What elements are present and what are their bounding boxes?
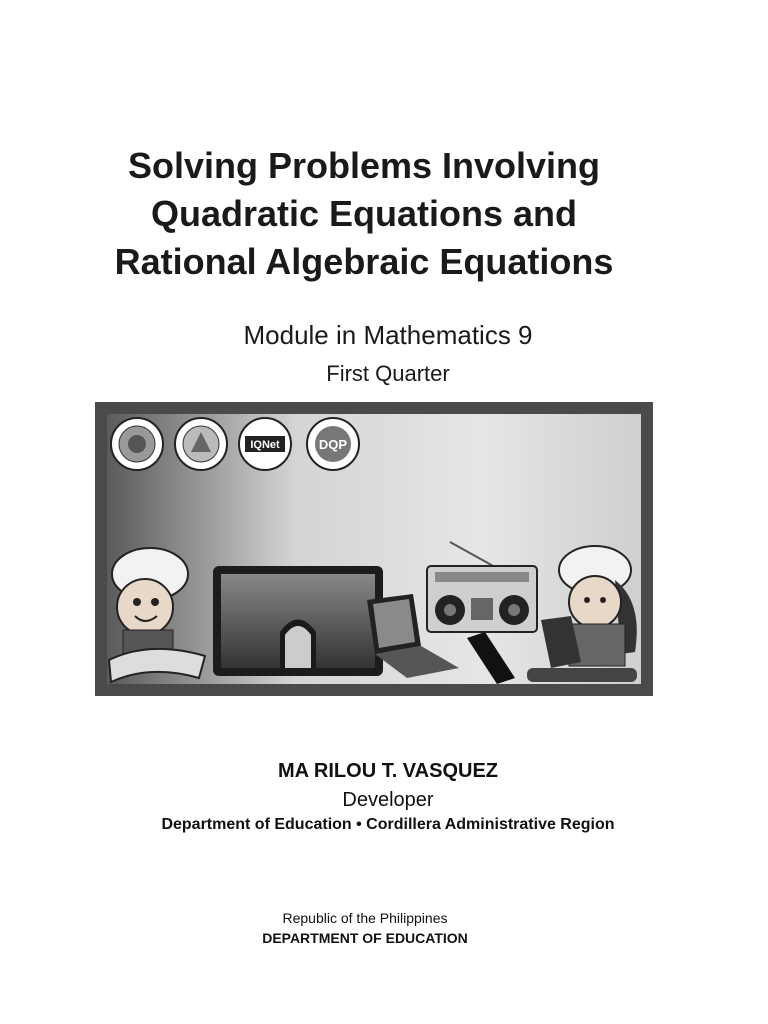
author-name: MA RILOU T. VASQUEZ	[278, 760, 498, 782]
republic-line: Republic of the Philippines	[282, 910, 448, 926]
deped-seal-icon	[111, 418, 163, 470]
computer-monitor-icon	[213, 566, 383, 676]
cover-banner	[95, 402, 653, 696]
author-role: Developer	[342, 789, 434, 811]
dqp-text: DQP	[318, 437, 348, 452]
title-line-2: Quadratic Equations and	[150, 193, 578, 234]
dqp-iso-icon	[307, 418, 359, 470]
module-quarter: First Quarter	[326, 361, 450, 386]
module-subtitle: Module in Mathematics 9	[243, 320, 533, 350]
iqnet-certified-icon	[239, 418, 291, 470]
title-line-3: Rational Algebraic Equations	[114, 241, 614, 282]
module-title	[0, 142, 728, 286]
deped-region-seal-icon	[175, 418, 227, 470]
banner-illustration	[95, 402, 653, 696]
iqnet-text: IQNet	[250, 439, 280, 451]
title-line-1: Solving Problems Involving	[127, 145, 601, 186]
department-of-education: DEPARTMENT OF EDUCATION	[262, 930, 468, 946]
department-region-line: Department of Education • Cordillera Administrative Region	[161, 816, 615, 833]
